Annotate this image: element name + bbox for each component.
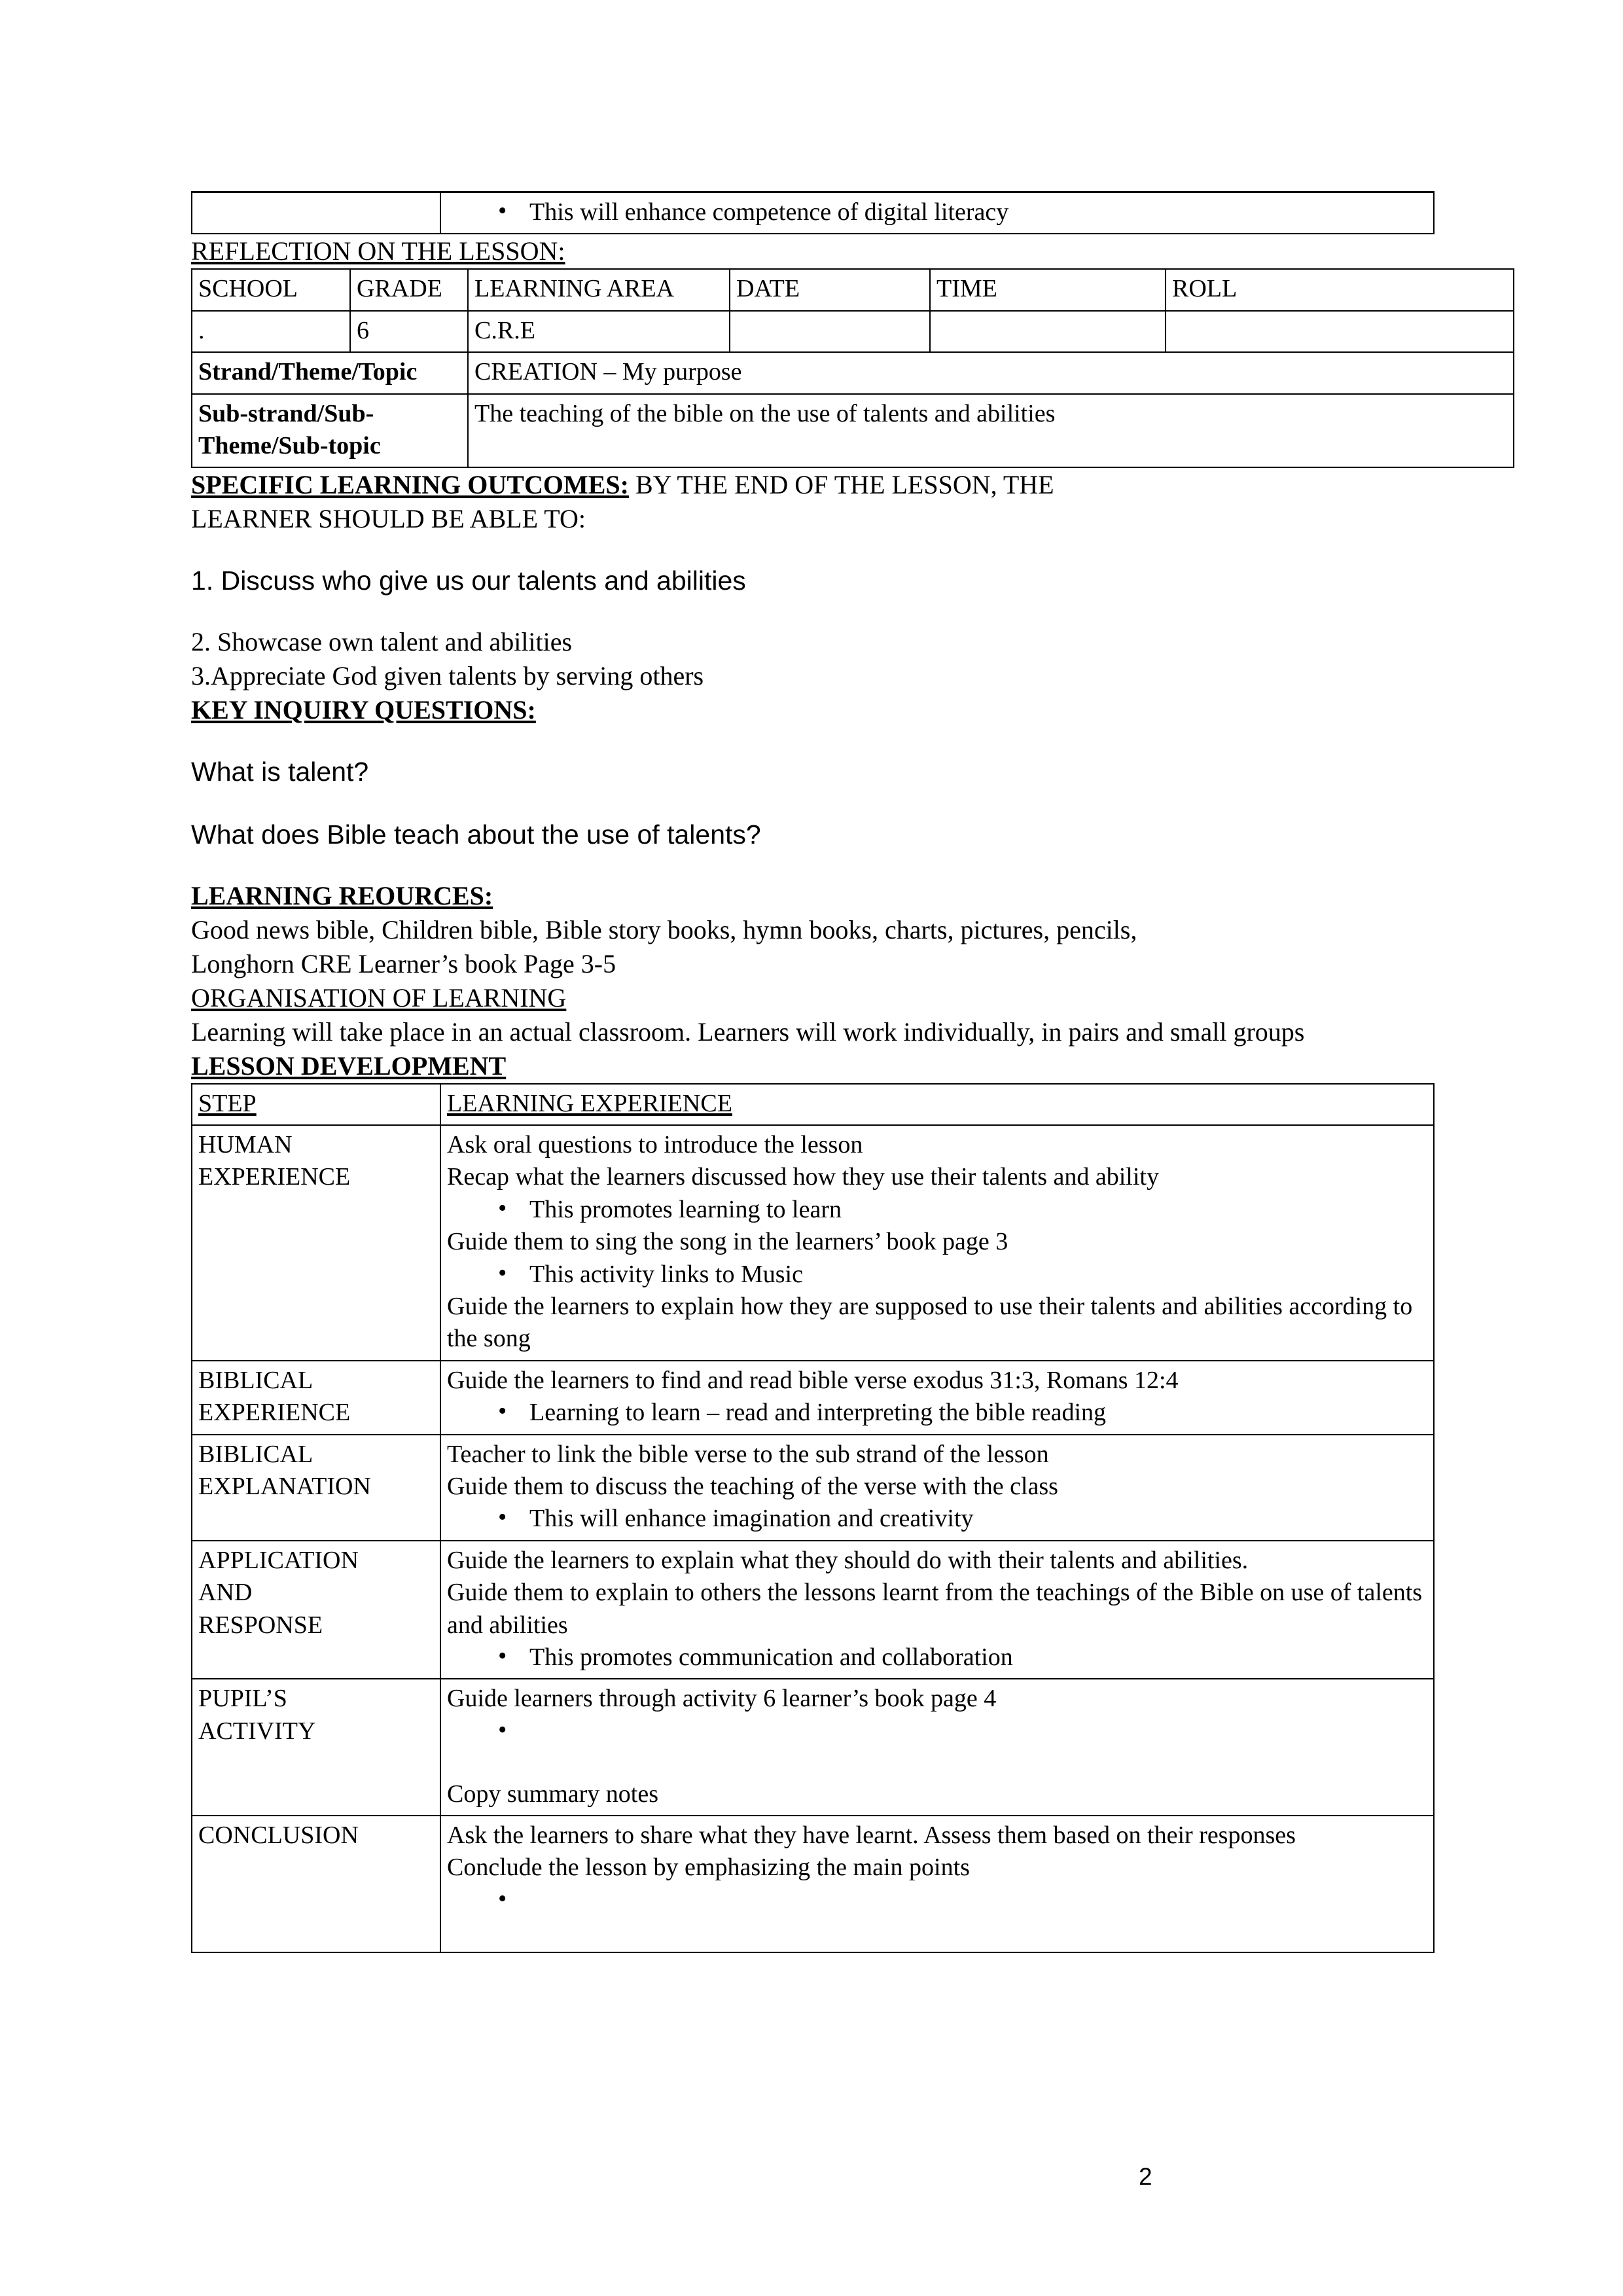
learning-experience-cell [440,1679,1434,1816]
lesson-info-table [191,268,1514,468]
lesson-development-table [191,1083,1435,1953]
step-label-line: PUPIL’S [198,1685,287,1713]
organisation-heading-text: ORGANISATION OF LEARNING [191,982,567,1013]
step-label-line: CONCLUSION [198,1821,359,1850]
experience-line: Guide them to sing the song in the learners’ book page 3 [447,1228,1008,1256]
list-item: • This will enhance imagination and creativity [447,1503,1427,1535]
table-header-row [192,1084,1434,1125]
learning-experience-cell [440,1816,1434,1952]
experience-line: Copy summary notes [447,1780,658,1808]
value-time [930,311,1166,352]
step-cell [192,1361,440,1435]
step-label-line: BIBLICAL [198,1366,313,1394]
step-label-line: HUMAN [198,1131,293,1159]
list-item [447,1715,1427,1778]
list-item: • This promotes learning to learn [447,1194,1427,1226]
resources-heading-text: LEARNING REOURCES: [191,880,493,910]
value-school: . [192,311,350,352]
table-row [192,192,1434,234]
outcomes-heading [191,468,1435,502]
step-label-line: RESPONSE [198,1611,323,1639]
reflection-heading [191,234,1435,268]
key-inquiry-question-2: What does Bible teach about the use of talents? [191,819,761,850]
header-learning-area: LEARNING AREA [468,269,730,310]
list-item: • Learning to learn – read and interpreting the bible reading [447,1397,1427,1429]
learning-experience-cell [440,1541,1434,1679]
key-inquiry-heading [191,693,1435,727]
bullet-list [447,1641,1427,1674]
outcome-item-2: 2. Showcase own talent and abilities [191,627,573,657]
experience-line: Ask oral questions to introduce the lesson [447,1131,863,1159]
list-item: • This promotes communication and collaboration [447,1641,1427,1674]
value-strand: CREATION – My purpose [468,352,1514,393]
experience-line: Guide the learners to explain how they are supposed to use their talents and abilities according to the song [447,1293,1413,1353]
experience-line: Guide the learners to explain what they should do with their talents and abilities. [447,1546,1249,1574]
experience-line: Ask the learners to share what they have learnt. Assess them based on their responses [447,1821,1296,1850]
bullet-list [447,1503,1427,1535]
key-inquiry-question-1: What is talent? [191,757,369,787]
continuation-step-cell [192,192,440,234]
organisation-heading [191,981,1435,1015]
outcomes-heading-line2: LEARNER SHOULD BE ABLE TO: [191,504,586,534]
header-step [192,1084,440,1125]
header-time: TIME [930,269,1166,310]
header-date: DATE [730,269,930,310]
learning-experience-cell [440,1361,1434,1435]
header-grade: GRADE [350,269,468,310]
table-header-row [192,269,1514,310]
reflection-heading-text: REFLECTION ON THE LESSON: [191,236,565,266]
value-grade: 6 [350,311,468,352]
list-item: • This will enhance competence of digital literacy [447,196,1427,228]
list-item [447,1884,1427,1947]
lesson-development-rows [192,1125,1434,1952]
value-date [730,311,930,352]
table-row [192,1361,1434,1435]
bullet-list [447,196,1427,228]
step-label-line: BIBLICAL [198,1440,313,1468]
step-label-line: AND [198,1579,253,1607]
lesson-development-heading-text: LESSON DEVELOPMENT [191,1050,507,1081]
bullet-list [447,1259,1427,1291]
header-school: SCHOOL [192,269,350,310]
table-row [192,1816,1434,1952]
experience-line: Teacher to link the bible verse to the sub strand of the lesson [447,1440,1049,1468]
experience-line: Guide the learners to find and read bible verse exodus 31:3, Romans 12:4 [447,1366,1179,1394]
table-row [192,352,1514,393]
table-row [192,1541,1434,1679]
step-cell [192,1679,440,1816]
header-step-text: STEP [198,1089,257,1117]
table-row [192,1125,1434,1361]
table-row [192,311,1514,352]
step-label-line: EXPLANATION [198,1472,371,1500]
outcome-item-3: 3.Appreciate God given talents by serving others [191,661,704,691]
learning-experience-cell [440,1435,1434,1541]
header-roll: ROLL [1166,269,1514,310]
step-label-line: EXPERIENCE [198,1163,351,1191]
table-row [192,1435,1434,1541]
value-learning-area: C.R.E [468,311,730,352]
resources-line-1: Good news bible, Children bible, Bible story books, hymn books, charts, pictures, pencils, [191,914,1137,944]
table-row [192,394,1514,468]
step-label-line: ACTIVITY [198,1717,316,1745]
step-cell [192,1125,440,1361]
experience-line: Guide them to explain to others the lessons learnt from the teachings of the Bible on use of talents and abilities [447,1579,1423,1639]
continuation-experience-cell [440,192,1434,234]
page-content [191,191,1435,1953]
page-number: 2 [1139,2163,1152,2190]
header-learning-experience-text: LEARNING EXPERIENCE [447,1089,732,1117]
label-strand: Strand/Theme/Topic [192,352,468,393]
experience-line: Conclude the lesson by emphasizing the main points [447,1854,970,1882]
continuation-table [191,191,1435,234]
outcome-item-1: 1. Discuss who give us our talents and abilities [191,565,746,596]
lesson-development-heading [191,1049,1435,1083]
resources-line-2: Longhorn CRE Learner’s book Page 3-5 [191,948,616,978]
bullet-list [447,1397,1427,1429]
step-cell [192,1435,440,1541]
table-row [192,1679,1434,1816]
bullet-list [447,1715,1427,1778]
step-label-line: APPLICATION [198,1546,359,1574]
step-cell [192,1541,440,1679]
bullet-list [447,1884,1427,1947]
experience-line: Recap what the learners discussed how they use their talents and ability [447,1163,1159,1191]
step-label-line: EXPERIENCE [198,1399,351,1427]
value-roll [1166,311,1514,352]
organisation-text: Learning will take place in an actual classroom. Learners will work individually, in pairs and small groups [191,1016,1305,1047]
experience-line: Guide learners through activity 6 learner’s book page 4 [447,1685,997,1713]
outcomes-heading-rest: BY THE END OF THE LESSON, THE [628,470,1054,500]
resources-heading [191,879,1435,913]
step-cell [192,1816,440,1952]
learning-experience-cell [440,1125,1434,1361]
key-inquiry-heading-text: KEY INQUIRY QUESTIONS: [191,695,536,725]
header-learning-experience [440,1084,1434,1125]
list-item: • This activity links to Music [447,1259,1427,1291]
bullet-list [447,1194,1427,1226]
outcomes-heading-label: SPECIFIC LEARNING OUTCOMES: [191,470,629,500]
experience-line: Guide them to discuss the teaching of the verse with the class [447,1472,1058,1500]
label-substrand: Sub-strand/Sub-Theme/Sub-topic [192,394,468,468]
value-substrand: The teaching of the bible on the use of talents and abilities [468,394,1514,468]
